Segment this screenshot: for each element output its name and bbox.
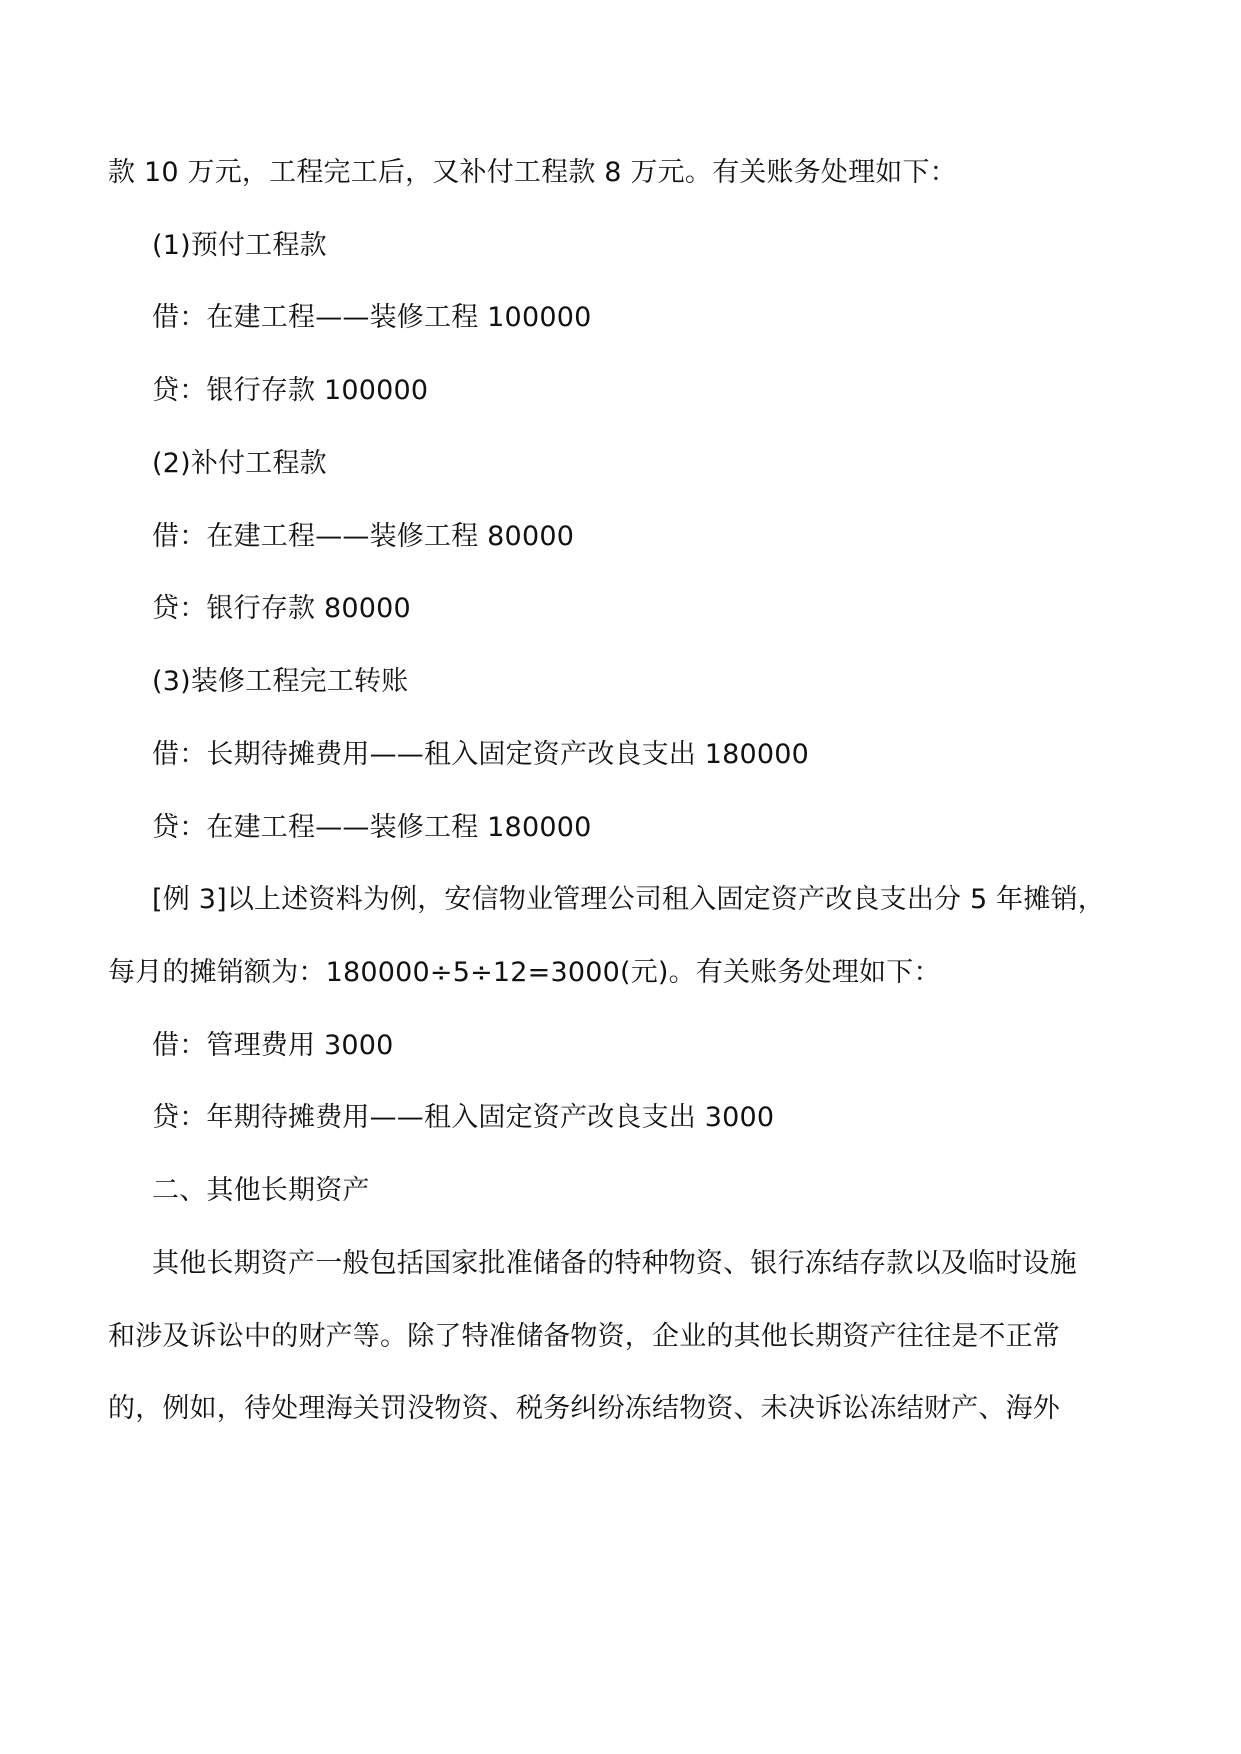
body-paragraph-line-1: 其他长期资产一般包括国家批准储备的特种物资、银行冻结存款以及临时设施: [152, 1248, 1077, 1279]
heading-supplement: (2)补付工程款: [152, 448, 327, 479]
body-paragraph-line-2: 和涉及诉讼中的财产等。除了特准储备物资，企业的其他长期资产往往是不正常: [108, 1321, 1060, 1352]
example-paragraph-line-1: [例 3]以上述资料为例，安信物业管理公司租入固定资产改良支出分 5 年摊销，: [152, 884, 1105, 915]
text-line-1: 款 10 万元，工程完工后，又补付工程款 8 万元。有关账务处理如下：: [108, 157, 957, 188]
entry-debit-2: 借：在建工程——装修工程 80000: [152, 521, 575, 552]
heading-prepay: (1)预付工程款: [152, 230, 327, 261]
heading-transfer: (3)装修工程完工转账: [152, 666, 409, 697]
entry-credit-4: 贷：年期待摊费用——租入固定资产改良支出 3000: [152, 1102, 775, 1133]
entry-credit-1: 贷：银行存款 100000: [152, 375, 429, 406]
body-paragraph-line-3: 的，例如，待处理海关罚没物资、税务纠纷冻结物资、未决诉讼冻结财产、海外: [108, 1393, 1060, 1424]
entry-debit-4: 借：管理费用 3000: [152, 1030, 394, 1061]
example-paragraph-line-2: 每月的摊销额为：180000÷5÷12=3000(元)。有关账务处理如下：: [108, 957, 941, 988]
entry-credit-3: 贷：在建工程——装修工程 180000: [152, 812, 592, 843]
entry-debit-3: 借：长期待摊费用——租入固定资产改良支出 180000: [152, 739, 810, 770]
section-heading: 二、其他长期资产: [152, 1175, 370, 1206]
entry-credit-2: 贷：银行存款 80000: [152, 593, 411, 624]
entry-debit-1: 借：在建工程——装修工程 100000: [152, 302, 592, 333]
